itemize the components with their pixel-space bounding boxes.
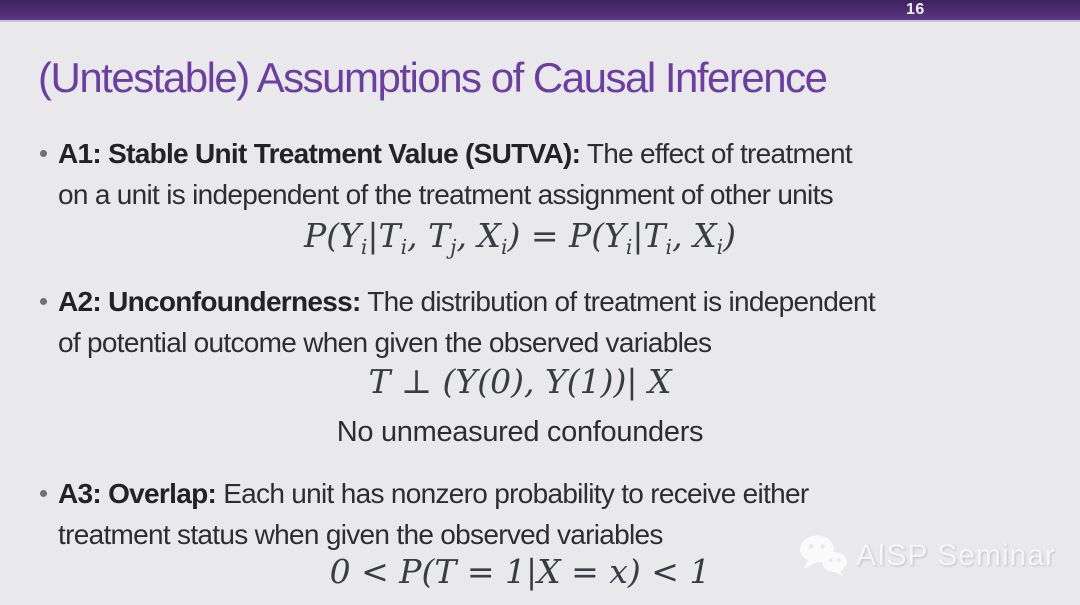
bullet-a1-line2: on a unit is independent of the treatment assignment of other units	[58, 179, 833, 210]
formula-part: ) = P(Y	[507, 216, 626, 255]
subscript: i	[400, 235, 408, 260]
formula-part: , T	[407, 216, 451, 255]
formula-sutva	[0, 216, 1040, 260]
formula-part: , X	[672, 216, 717, 255]
bullet-a1-text: The effect of treatment	[580, 138, 852, 169]
subscript: j	[450, 235, 457, 260]
bullet-a1-label: A1: Stable Unit Treatment Value (SUTVA):	[58, 138, 581, 169]
page-title: (Untestable) Assumptions of Causal Inference	[38, 54, 827, 101]
formula-part: , X	[456, 216, 501, 255]
subscript: i	[665, 235, 673, 260]
bullet-a2-line1	[58, 281, 1078, 322]
bullet-a2-line2: of potential outcome when given the observed variables	[58, 327, 712, 358]
subscript: i	[625, 235, 633, 260]
subscript: i	[360, 235, 368, 260]
bullet-a3-text: Each unit has nonzero probability to receive either	[216, 478, 809, 509]
formula-unconfoundedness: T ⊥ (Y(0), Y(1))| X	[368, 362, 672, 401]
page-number: 16	[906, 1, 925, 18]
formula-part: P(Y	[304, 216, 361, 255]
formula-part: |T	[367, 216, 401, 255]
bullet-a3-line1	[58, 473, 1078, 514]
bullet-a2-label: A2: Unconfounderness:	[58, 286, 361, 317]
subscript: i	[716, 235, 724, 260]
bullet-a1	[40, 133, 1078, 215]
watermark-label: AISP Seminar	[856, 539, 1056, 572]
formula-part: )	[723, 216, 736, 255]
subscript: i	[500, 235, 508, 260]
wechat-icon	[798, 534, 848, 578]
bullet-dot	[40, 298, 47, 305]
bullet-a2	[40, 281, 1078, 363]
bullet-a1-line1	[58, 133, 1078, 174]
formula-overlap: 0 < P(T = 1|X = x) < 1	[329, 552, 711, 591]
formula-note: No unmeasured confounders	[336, 416, 704, 448]
bullet-a2-text: The distribution of treatment is independent	[360, 286, 875, 317]
bullet-dot	[40, 490, 47, 497]
formula-part: |T	[632, 216, 666, 255]
bullet-dot	[40, 150, 47, 157]
bullet-a3-line2: treatment status when given the observed variables	[58, 519, 663, 550]
bullet-a3-label: A3: Overlap:	[58, 478, 217, 509]
watermark	[798, 534, 1056, 578]
